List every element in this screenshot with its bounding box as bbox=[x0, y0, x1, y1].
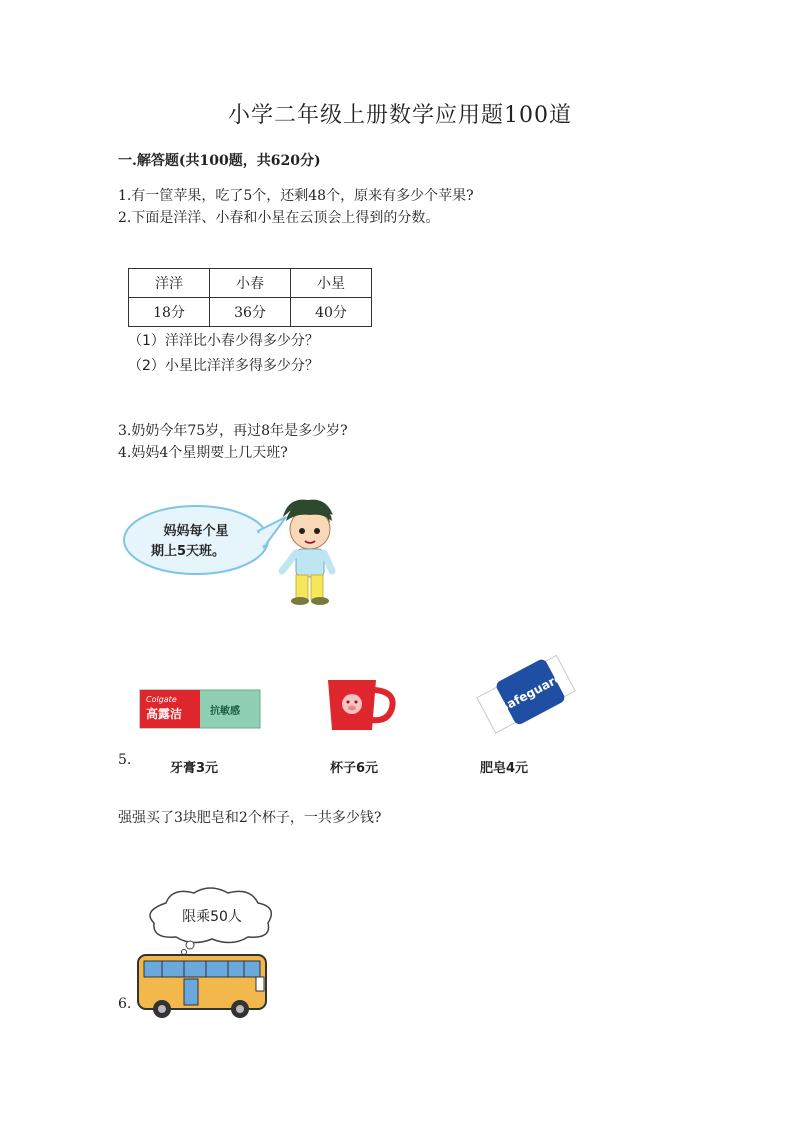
question-1: 1.有一筐苹果，吃了5个，还剩48个，原来有多少个苹果? bbox=[118, 188, 474, 204]
table-header-cell: 小春 bbox=[210, 269, 291, 298]
question-5-number: 5. bbox=[118, 752, 132, 768]
toothpaste-label: 抗敏感 bbox=[210, 706, 240, 717]
table-row bbox=[129, 269, 372, 298]
question-3: 3.奶奶今年75岁，再过8年是多少岁? bbox=[118, 423, 348, 439]
cup-handle bbox=[372, 690, 393, 720]
question-2-sub-2: （2）小星比洋洋多得多少分？ bbox=[128, 358, 319, 374]
bubble-line-1: 妈妈每个星 bbox=[163, 524, 229, 539]
bubble-line-2: 期上5天班。 bbox=[150, 544, 226, 559]
table-cell: 36分 bbox=[210, 298, 291, 327]
section-heading: 一.解答题(共100题，共620分) bbox=[118, 153, 321, 169]
soap-caption: 肥皂4元 bbox=[480, 761, 529, 776]
boy-figure bbox=[282, 500, 333, 605]
boy-illustration bbox=[118, 495, 348, 610]
question-4: 4.妈妈4个星期要上几天班? bbox=[118, 445, 288, 461]
score-table bbox=[128, 268, 372, 327]
speech-bubble bbox=[124, 506, 268, 574]
bus-illustration bbox=[132, 885, 282, 1025]
question-2-sub-1: （1）洋洋比小春少得多少分？ bbox=[128, 333, 319, 349]
cup-caption: 杯子6元 bbox=[330, 761, 379, 776]
table-header-cell: 小星 bbox=[291, 269, 372, 298]
bus-icon bbox=[138, 955, 266, 1018]
soap-brand: Safeguard bbox=[496, 670, 566, 716]
soap-image bbox=[462, 648, 582, 738]
table-cell: 18分 bbox=[129, 298, 210, 327]
toothpaste-image bbox=[138, 684, 263, 734]
toothpaste-brand-cn: 高露洁 bbox=[146, 707, 183, 721]
thought-bubble-text: 限乘50人 bbox=[182, 909, 242, 925]
toothpaste-caption: 牙膏3元 bbox=[170, 761, 219, 776]
pig-face-icon bbox=[342, 694, 362, 714]
question-6-number: 6. bbox=[118, 996, 132, 1012]
cup-image bbox=[322, 674, 402, 736]
table-cell: 40分 bbox=[291, 298, 372, 327]
question-2: 2.下面是洋洋、小春和小星在云顶会上得到的分数。 bbox=[118, 210, 440, 226]
page-title: 小学二年级上册数学应用题100道 bbox=[228, 103, 572, 128]
question-5-text: 强强买了3块肥皂和2个杯子，一共多少钱? bbox=[118, 810, 382, 826]
table-row bbox=[129, 298, 372, 327]
table-header-cell: 洋洋 bbox=[129, 269, 210, 298]
toothpaste-brand: Colgate bbox=[146, 695, 177, 704]
